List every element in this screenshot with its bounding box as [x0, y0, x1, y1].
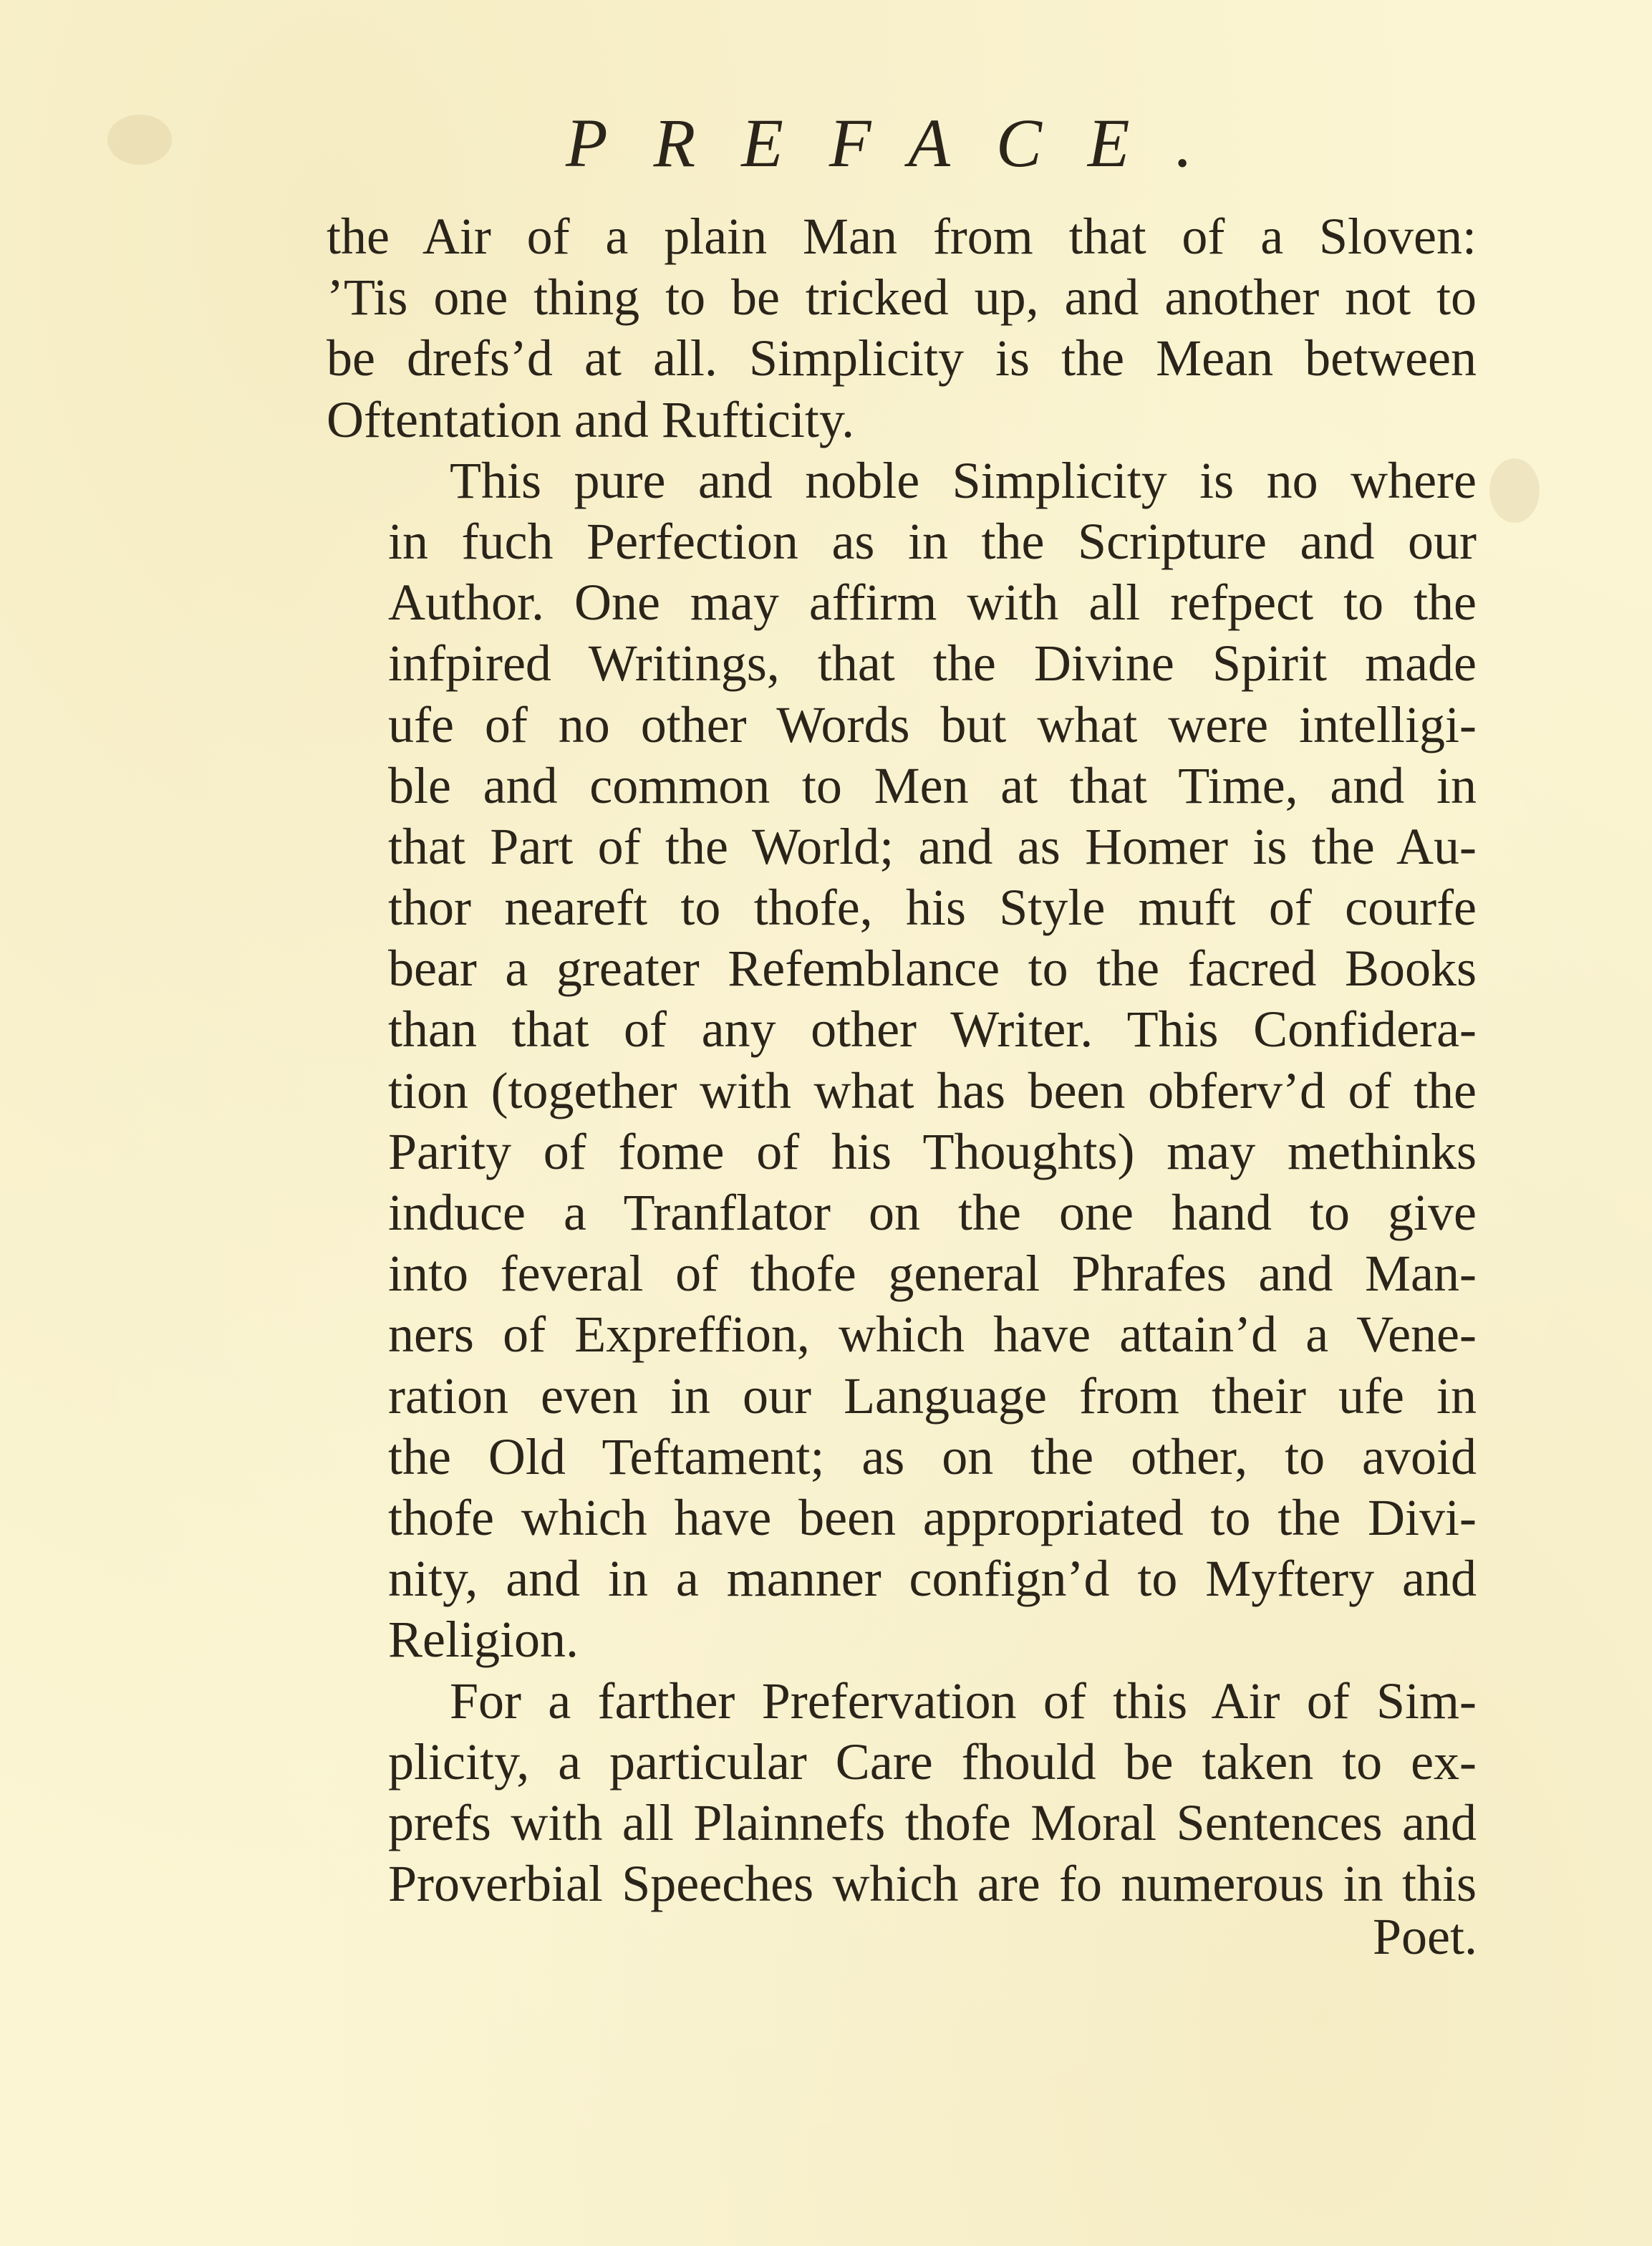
text-line: Religion. [388, 1611, 579, 1669]
text-line: infpired Writings, that the Divine Spirit made [388, 635, 1477, 693]
text-line: Author. One may affirm with all refpect to the [388, 574, 1477, 632]
text-line: be drefs’d at all. Simplicity is the Mean between [327, 329, 1477, 387]
text-line: Proverbial Speeches which are fo numerous in this [388, 1855, 1477, 1913]
text-line: the Air of a plain Man from that of a Sloven: [327, 208, 1477, 265]
text-line: This pure and noble Simplicity is no where [450, 451, 1477, 509]
text-line: plicity, a particular Care fhould be taken to ex- [388, 1732, 1477, 1790]
running-head: PREFACE. [566, 105, 1239, 181]
text-line: that Part of the World; and as Homer is the Au- [388, 817, 1477, 875]
text-line: into feveral of thofe general Phrafes and Man- [388, 1245, 1477, 1303]
text-line: ’Tis one thing to be tricked up, and another not to [327, 269, 1477, 327]
text-line: tion (together with what has been obferv’d of the [388, 1061, 1477, 1119]
text-line: prefs with all Plainnefs thofe Moral Sentences and [388, 1793, 1477, 1851]
text-line: thor neareft to thofe, his Style muft of courfe [388, 879, 1477, 937]
paragraph [327, 450, 1477, 1671]
text-line: nity, and in a manner confign’d to Myftery and [388, 1550, 1477, 1608]
text-line: For a farther Prefervation of this Air of Sim- [450, 1672, 1477, 1730]
catchword: Poet. [1372, 1908, 1477, 1965]
text-line: the Old Teftament; as on the other, to avoid [388, 1427, 1477, 1485]
paper-stain [1489, 458, 1540, 523]
text-line: ration even in our Language from their ufe in [388, 1367, 1477, 1425]
text-line: bear a greater Refemblance to the facred Books [388, 940, 1477, 998]
paragraph [327, 206, 1477, 450]
text-line: induce a Tranflator on the one hand to give [388, 1184, 1477, 1241]
paragraph [327, 1671, 1477, 1915]
text-line: thofe which have been appropriated to the Divi- [388, 1488, 1477, 1546]
body-text [327, 206, 1477, 1914]
text-line: than that of any other Writer. This Confidera- [388, 1001, 1477, 1059]
text-line: ners of Expreffion, which have attain’d a Vene- [388, 1306, 1477, 1364]
text-line: in fuch Perfection as in the Scripture and our [388, 512, 1477, 570]
paper-stain [107, 115, 172, 165]
text-line: ufe of no other Words but what were intelligi- [388, 695, 1477, 753]
text-line: ble and common to Men at that Time, and in [388, 756, 1477, 814]
text-line: Parity of fome of his Thoughts) may methinks [388, 1122, 1477, 1180]
text-line: Oftentation and Rufticity. [327, 390, 855, 448]
